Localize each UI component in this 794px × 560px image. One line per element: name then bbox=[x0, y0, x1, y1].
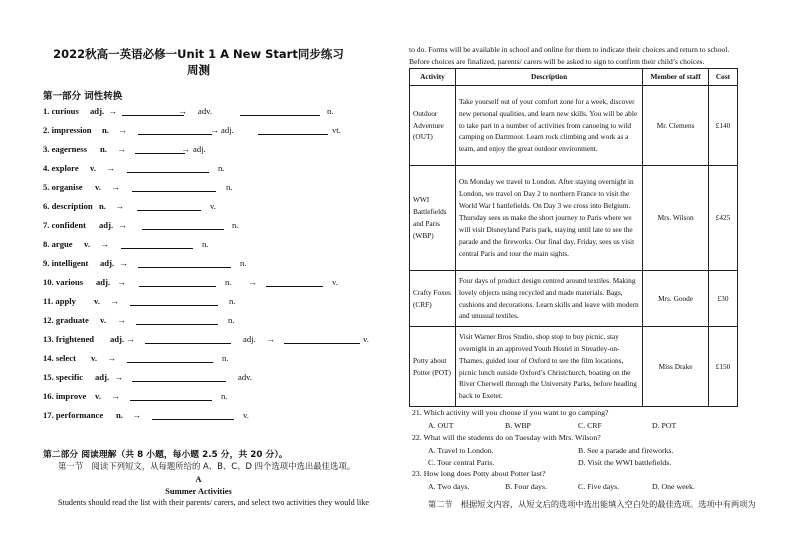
part-of-speech: v. bbox=[363, 334, 369, 344]
vocab-word: 1. curious bbox=[43, 106, 79, 116]
part-of-speech: adj. bbox=[99, 220, 114, 230]
answer-blank[interactable] bbox=[121, 248, 193, 249]
arrow-icon: → bbox=[108, 106, 117, 116]
part-of-speech: adv. bbox=[198, 106, 212, 116]
arrow-icon: → bbox=[119, 258, 128, 268]
q21-option-b: B. WBP bbox=[505, 421, 531, 430]
vocab-item bbox=[43, 410, 383, 422]
answer-blank[interactable] bbox=[132, 191, 216, 192]
part-of-speech: n. bbox=[116, 410, 123, 420]
part-of-speech: v. bbox=[90, 163, 96, 173]
vocab-item bbox=[43, 220, 383, 232]
arrow-icon: → bbox=[114, 372, 123, 382]
part-of-speech: n. bbox=[229, 296, 236, 306]
arrow-icon: → bbox=[266, 334, 275, 344]
vocab-word: 5. organise bbox=[43, 182, 83, 192]
arrow-icon: → bbox=[100, 239, 109, 249]
vocab-word: 17. performance bbox=[43, 410, 104, 420]
arrow-icon: → bbox=[107, 353, 116, 363]
cost-cell: £150 bbox=[709, 327, 738, 407]
vocab-item bbox=[43, 334, 383, 346]
part-of-speech: n. bbox=[228, 315, 235, 325]
vocab-item bbox=[43, 258, 383, 270]
passage-title: Summer Activities bbox=[165, 486, 232, 496]
answer-blank[interactable] bbox=[127, 362, 213, 363]
question-23-stem: 23. How long does Potty about Potter last? bbox=[412, 469, 546, 478]
part-of-speech: v. bbox=[95, 182, 101, 192]
part-of-speech: n. bbox=[100, 144, 107, 154]
description-cell: Four days of product design centred around textiles. Making lovely objects using recycled and made materials. Bags, cushions and decorations. Learn skills and leave with modern and unusual textiles. bbox=[455, 271, 642, 327]
part-of-speech: v. bbox=[100, 315, 106, 325]
arrow-icon: → bbox=[117, 277, 126, 287]
part-of-speech: v. bbox=[210, 201, 216, 211]
vocab-item bbox=[43, 201, 383, 213]
part-of-speech: v. bbox=[95, 391, 101, 401]
activities-table bbox=[409, 68, 738, 407]
answer-blank[interactable] bbox=[258, 134, 328, 135]
answer-blank[interactable] bbox=[139, 286, 216, 287]
vocab-word: 4. explore bbox=[43, 163, 79, 173]
part-of-speech: v. bbox=[94, 296, 100, 306]
part-of-speech: adv. bbox=[238, 372, 252, 382]
arrow-icon: → bbox=[117, 315, 126, 325]
vocab-item bbox=[43, 372, 383, 384]
part-of-speech: n. bbox=[327, 106, 334, 116]
vocab-item bbox=[43, 125, 383, 137]
arrow-icon: → bbox=[110, 296, 119, 306]
vocab-item bbox=[43, 163, 383, 175]
staff-cell: Mrs. Wilson bbox=[643, 166, 709, 271]
answer-blank[interactable] bbox=[130, 305, 218, 306]
arrow-icon: → bbox=[111, 182, 120, 192]
cost-cell: £425 bbox=[709, 166, 738, 271]
header-activity: Activity bbox=[410, 69, 456, 86]
description-cell: Take yourself out of your comfort zone for a week, discover new personal qualities, and learn new skills. You will be able to take part in a number of activities from canoeing to wild camping on Dartmoor. Learn rock climbing and work as a team, and enjoy the great outdoor environment. bbox=[455, 86, 642, 166]
vocab-word: 10. various bbox=[43, 277, 84, 287]
arrow-icon: → bbox=[126, 334, 135, 344]
vocab-item bbox=[43, 391, 383, 403]
arrow-icon: → bbox=[106, 163, 115, 173]
description-cell: On Monday we travel to London. After staying overnight in London, we travel on Day 2 to northern France to visit the World War I battlefields. On Day 3 we cross into Belgium. Thursday sees us make the short journey to Paris where we will visit Disneyland Paris park, staying until late to see the parade and the fireworks. Our final day, Friday, sees us visit central Paris and tour the main sights. bbox=[455, 166, 642, 271]
answer-blank[interactable] bbox=[142, 229, 224, 230]
answer-blank[interactable] bbox=[284, 343, 360, 344]
part-of-speech: n. bbox=[218, 163, 225, 173]
part-of-speech: adj. bbox=[95, 372, 110, 382]
vocab-word: 12. graduate bbox=[43, 315, 89, 325]
part-of-speech: n. bbox=[222, 353, 229, 363]
vocab-item bbox=[43, 277, 383, 289]
part-of-speech: adj. bbox=[100, 258, 115, 268]
vocab-item bbox=[43, 144, 383, 156]
answer-blank[interactable] bbox=[137, 210, 201, 211]
section2-instruction: 第二节 根据短文内容，从短文后的选项中选出能填入空白处的最佳选项。选项中有两项为 bbox=[428, 499, 756, 509]
vocab-word: 14. select bbox=[43, 353, 76, 363]
passage-intro-line1: Students should read the list with their parents/ carers, and select two activities they would like bbox=[58, 498, 370, 507]
table-row bbox=[410, 86, 738, 166]
vocab-item bbox=[43, 315, 383, 327]
part-of-speech: n. bbox=[240, 258, 247, 268]
vocab-word: 15. specific bbox=[43, 372, 84, 382]
part2-heading: 第二部分 阅读理解（共 8 小题，每小题 2.5 分，共 20 分）。 bbox=[43, 450, 288, 460]
section1-instruction: 第一节 阅读下列短文，从每题所给的 A、B、C、D 四个选项中选出最佳选项。 bbox=[58, 461, 356, 471]
vocab-item bbox=[43, 353, 383, 365]
answer-blank[interactable] bbox=[122, 115, 184, 116]
arrow-icon: → bbox=[118, 220, 127, 230]
part-of-speech: adj. bbox=[221, 125, 234, 135]
part-of-speech: n. bbox=[102, 125, 109, 135]
q23-option-d: D. One week. bbox=[652, 482, 695, 491]
table-row bbox=[410, 166, 738, 271]
vocab-item bbox=[43, 239, 383, 251]
arrow-icon: → bbox=[178, 106, 187, 116]
q21-option-c: C. CRF bbox=[578, 421, 602, 430]
arrow-icon: → bbox=[210, 125, 219, 135]
part-of-speech: n. bbox=[99, 201, 106, 211]
vocab-word: 9. intelligent bbox=[43, 258, 89, 268]
q22-option-d: D. Visit the WWI battlefields. bbox=[578, 458, 672, 467]
arrow-icon: → bbox=[132, 410, 141, 420]
vocab-word: 8. argue bbox=[43, 239, 73, 249]
part1-heading: 第一部分 词性转换 bbox=[43, 91, 123, 102]
passage-intro-line2: to do. Forms will be available in school and online for them to indicate their choices and return to school. bbox=[409, 45, 730, 54]
page-title: 2022秋高一英语必修一Unit 1 A New Start同步练习 bbox=[53, 47, 344, 61]
arrow-icon: → bbox=[118, 125, 127, 135]
question-22-stem: 22. What will the students do on Tuesday with Mrs. Wilson? bbox=[412, 433, 601, 442]
vocab-word: 16. improve bbox=[43, 391, 87, 401]
q23-option-c: C. Five days. bbox=[578, 482, 620, 491]
table-row bbox=[410, 327, 738, 407]
description-cell: Visit Warner Bros Studio, shop stop to buy picnic, stay overnight in an approved Youth Hostel in Streatley-on-Thames, guided tour of Oxford to see the film locations, picnic lunch outside Oxford’s Christchurch, boating on the River Cherwell through the University Parks, before heading back to Exeter. bbox=[455, 327, 642, 407]
answer-blank[interactable] bbox=[240, 115, 320, 116]
passage-letter: A bbox=[195, 474, 202, 484]
q22-option-a: A. Travel to London. bbox=[428, 446, 494, 455]
vocab-word: 2. impression bbox=[43, 125, 92, 135]
answer-blank[interactable] bbox=[135, 153, 185, 154]
vocab-item bbox=[43, 106, 383, 118]
answer-blank[interactable] bbox=[145, 343, 231, 344]
activity-cell: WWI Battlefields and Paris (WBP) bbox=[410, 166, 456, 271]
activity-cell: Crafty Foxes (CRF) bbox=[410, 271, 456, 327]
part-of-speech: vt. bbox=[332, 125, 341, 135]
vocab-item bbox=[43, 182, 383, 194]
answer-blank[interactable] bbox=[130, 400, 212, 401]
page-subtitle: 周测 bbox=[187, 63, 210, 77]
answer-blank[interactable] bbox=[152, 419, 234, 420]
activity-cell: Outdoor Adventure (OUT) bbox=[410, 86, 456, 166]
part-of-speech: adj. bbox=[110, 334, 125, 344]
table-row bbox=[410, 271, 738, 327]
part-of-speech: adj. bbox=[96, 277, 111, 287]
part-of-speech: n. bbox=[232, 220, 239, 230]
part-of-speech: adj. bbox=[90, 106, 105, 116]
staff-cell: Mrs. Goode bbox=[643, 271, 709, 327]
part-of-speech: adj. bbox=[243, 334, 256, 344]
part-of-speech: n. bbox=[221, 391, 228, 401]
part-of-speech: v. bbox=[332, 277, 338, 287]
answer-blank[interactable] bbox=[138, 267, 231, 268]
q22-option-c: C. Tour central Paris. bbox=[428, 458, 495, 467]
vocab-word: 13. frightened bbox=[43, 334, 95, 344]
q21-option-a: A. OUT bbox=[428, 421, 454, 430]
cost-cell: £140 bbox=[709, 86, 738, 166]
part-of-speech: n. bbox=[202, 239, 209, 249]
table-header-row bbox=[410, 69, 738, 86]
staff-cell: Mr. Clemens bbox=[643, 86, 709, 166]
passage-intro-line3: Before choices are finalized, parents/ carers will be asked to sign to confirm their child’s choices. bbox=[409, 57, 705, 66]
arrow-icon: → bbox=[117, 144, 126, 154]
staff-cell: Miss Drake bbox=[643, 327, 709, 407]
part-of-speech: v. bbox=[84, 239, 90, 249]
arrow-icon: → bbox=[111, 391, 120, 401]
part-of-speech: n. bbox=[225, 277, 232, 287]
answer-blank[interactable] bbox=[132, 381, 226, 382]
answer-blank[interactable] bbox=[127, 172, 209, 173]
header-cost: Cost bbox=[709, 69, 738, 86]
arrow-icon: → bbox=[248, 277, 257, 287]
vocab-word: 6. description bbox=[43, 201, 93, 211]
q23-option-b: B. Four days. bbox=[505, 482, 548, 491]
header-description: Description bbox=[455, 69, 642, 86]
vocab-word: 7. confident bbox=[43, 220, 86, 230]
part-of-speech: v. bbox=[91, 353, 97, 363]
vocab-word: 11. apply bbox=[43, 296, 76, 306]
arrow-icon: → bbox=[115, 201, 124, 211]
q21-option-d: D. POT bbox=[652, 421, 677, 430]
arrow-icon: → bbox=[181, 144, 190, 154]
answer-blank[interactable] bbox=[266, 286, 323, 287]
question-21-stem: 21. Which activity will you choose if you want to go camping? bbox=[412, 408, 609, 417]
part-of-speech: v. bbox=[243, 410, 249, 420]
activity-cell: Potty about Potter (POT) bbox=[410, 327, 456, 407]
cost-cell: £30 bbox=[709, 271, 738, 327]
answer-blank[interactable] bbox=[138, 134, 212, 135]
vocab-item bbox=[43, 296, 383, 308]
header-staff: Member of staff bbox=[643, 69, 709, 86]
part-of-speech: adj. bbox=[193, 144, 206, 154]
part-of-speech: n. bbox=[226, 182, 233, 192]
vocab-word: 3. eagerness bbox=[43, 144, 87, 154]
answer-blank[interactable] bbox=[136, 324, 218, 325]
q22-option-b: B. See a parade and fireworks. bbox=[578, 446, 674, 455]
q23-option-a: A. Two days. bbox=[428, 482, 470, 491]
